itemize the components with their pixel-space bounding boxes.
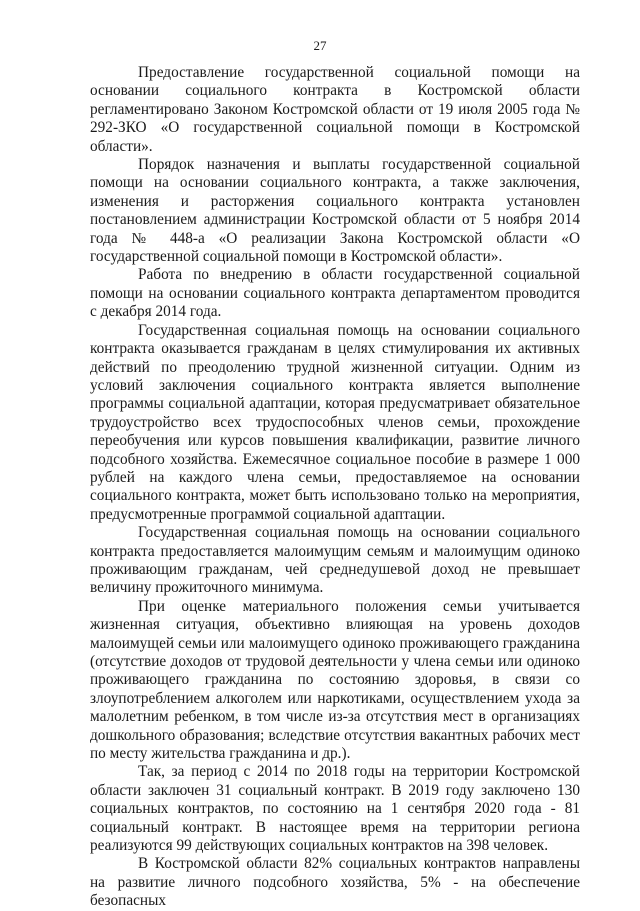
paragraph-assessment: При оценке материального положения семьи учитывается жизненная ситуация, объективно влияющая на уровень доходов малоимущей семьи или малоимущего одиноко проживающего гражданина (отсутствие доходов от трудовой деятельности у члена семьи или одиноко проживающего гражданина по состоянию здоровья, в связи со злоупотреблением алкоголем или наркотиками, осуществлением ухода за малолетним ребенком, в том числе из-за отсутствия мест в организациях дошкольного образования; вследствие отсутствия вакантных рабочих мест по месту жительства гражданина и др.). [90, 597, 580, 763]
paragraph-eligibility: Государственная социальная помощь на основании социального контракта предоставляется малоимущим семьям и малоимущим одиноко проживающим гражданам, чей среднедушевой доход не превышает величину прожиточного минимума. [90, 524, 580, 597]
paragraph-implementation: Работа по внедрению в области государственной социальной помощи на основании социального контракта департаментом проводится с декабря 2014 года. [90, 266, 580, 321]
paragraph-statistics: Так, за период с 2014 по 2018 годы на территории Костромской области заключен 31 социальный контракт. В 2019 году заключено 130 социальных контрактов, по состоянию на 1 сентября 2020 года - 81 социальный контракт. В настоящее время на территории региона реализуются 99 действующих социальных контрактов на 398 человек. [90, 763, 580, 855]
page-number: 27 [313, 38, 327, 53]
paragraph-purpose: Государственная социальная помощь на основании социального контракта оказывается гражданам в целях стимулирования их активных действий по преодолению трудной жизненной ситуации. Одним из условий заключения социального контракта является выполнение программы социальной адаптации, которая предусматривает обязательное трудоустройство всех трудоспособных членов семьи, прохождение переобучения или курсов повышения квалификации, развитие личного подсобного хозяйства. Ежемесячное социальное пособие в размере 1 000 рублей на каждого члена семьи, предоставляемое на основании социального контракта, может быть использовано только на мероприятия, предусмотренные программой социальной адаптации. [90, 321, 580, 523]
paragraph-distribution: В Костромской области 82% социальных контрактов направлены на развитие личного подсобного хозяйства, 5% - на обеспечение безопасных [90, 855, 580, 910]
body-text [90, 64, 580, 911]
paragraph-procedure: Порядок назначения и выплаты государственной социальной помощи на основании социального контракта, а также заключения, изменения и расторжения социального контракта установлен постановлением администрации Костромской области от 5 ноября 2014 года № 448-а «О реализации Закона Костромской области «О государственной социальной помощи в Костромской области». [90, 156, 580, 266]
paragraph-legal-basis: Предоставление государственной социальной помощи на основании социального контракта в Костромской области регламентировано Законом Костромской области от 19 июля 2005 года № 292-ЗКО «О государственной социальной помощи в Костромской области». [90, 64, 580, 155]
